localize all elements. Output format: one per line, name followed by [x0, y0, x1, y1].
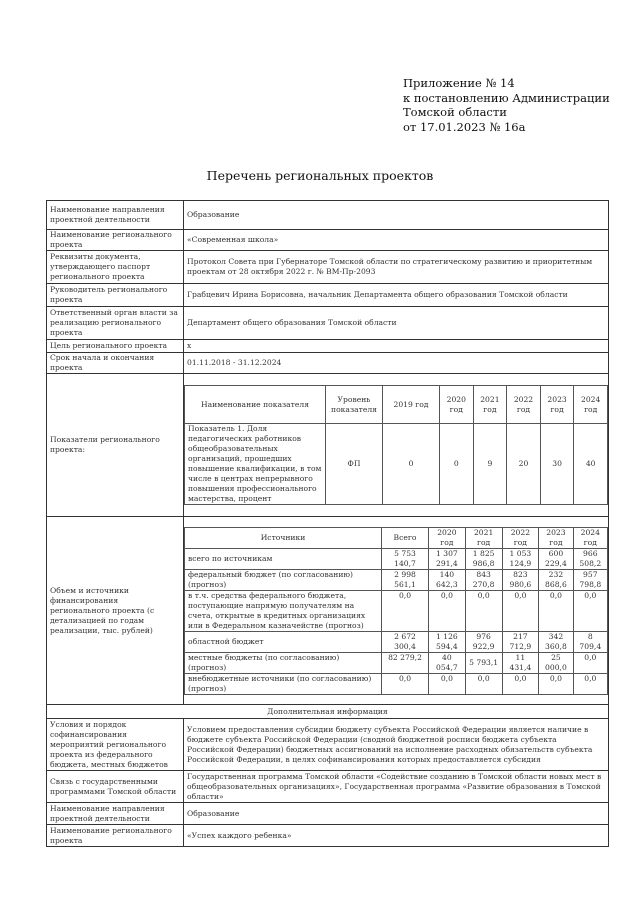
row-label: Руководитель регионального проекта — [47, 284, 184, 307]
amount: 1 053 124,9 — [502, 548, 539, 569]
amount: 11 431,4 — [502, 652, 539, 673]
amount: 0,0 — [573, 673, 607, 694]
indicator-level: ФП — [326, 424, 383, 505]
additional-header-row — [47, 705, 609, 719]
projects-table — [46, 200, 609, 847]
financing-data-row — [185, 631, 608, 652]
row-value: 01.11.2018 - 31.12.2024 — [184, 353, 609, 374]
indicator-value: 40 — [574, 424, 608, 505]
header-cell: 2020 год — [429, 527, 466, 548]
amount: 2 998 561,1 — [382, 569, 429, 590]
amount: 342 360,8 — [539, 631, 573, 652]
header-cell: 2023 год — [539, 527, 573, 548]
amount: 0,0 — [539, 673, 573, 694]
source-name: федеральный бюджет (по согласованию) (прогноз) — [185, 569, 382, 590]
amount: 232 868,6 — [539, 569, 573, 590]
indicator-name: Показатель 1. Доля педагогических работников общеобразовательных организаций, прошедших повышение квалификации, в том числе в центрах непрерывного повышения профессионального мастерства, процент — [185, 424, 326, 505]
table-row — [47, 340, 609, 353]
indicator-value: 9 — [473, 424, 507, 505]
financing-row — [47, 517, 609, 705]
amount: 40 054,7 — [429, 652, 466, 673]
amount: 1 825 986,8 — [465, 548, 502, 569]
amount: 0,0 — [502, 590, 539, 631]
additional-header: Дополнительная информация — [47, 705, 609, 719]
table-row — [47, 230, 609, 251]
header-cell: Всего — [382, 527, 429, 548]
financing-cell — [184, 517, 609, 705]
amount: 5 753 140,7 — [382, 548, 429, 569]
amount: 0,0 — [429, 590, 466, 631]
source-name: областной бюджет — [185, 631, 382, 652]
indicators-label: Показатели регионального проекта: — [47, 374, 184, 517]
table-row — [47, 825, 609, 847]
row-value: Государственная программа Томской области «Содействие созданию в Томской области новых мест в общеобразовательных организациях», Государственная программа «Развитие образования в Томской области» — [184, 771, 609, 803]
financing-header-row — [185, 527, 608, 548]
indicator-value: 30 — [540, 424, 574, 505]
indicator-value: 0 — [383, 424, 440, 505]
amount: 0,0 — [573, 652, 607, 673]
amount: 25 000,0 — [539, 652, 573, 673]
indicator-value: 20 — [507, 424, 541, 505]
amount: 0,0 — [573, 590, 607, 631]
amount: 600 229,4 — [539, 548, 573, 569]
amount: 0,0 — [465, 673, 502, 694]
header-cell: Уровень показателя — [326, 386, 383, 424]
header-cell: 2024 год — [574, 386, 608, 424]
table-row — [47, 284, 609, 307]
row-value: Образование — [184, 803, 609, 825]
row-value: Грабцевич Ирина Борисовна, начальник Департамента общего образования Томской области — [184, 284, 609, 307]
financing-data-row — [185, 548, 608, 569]
row-value: «Современная школа» — [184, 230, 609, 251]
row-label: Цель регионального проекта — [47, 340, 184, 353]
source-name: местные бюджеты (по согласованию) (прогноз) — [185, 652, 382, 673]
financing-table — [184, 527, 608, 695]
header-cell: 2021 год — [465, 527, 502, 548]
financing-data-row — [185, 569, 608, 590]
amount: 0,0 — [382, 673, 429, 694]
row-label: Условия и порядок софинансирования мероприятий регионального проекта из федерального бюджета, местных бюджетов — [47, 719, 184, 771]
source-name: в т.ч. средства федерального бюджета, поступающие напрямую получателям на счета, открытые в кредитных организациях или в Федеральном казначействе (прогноз) — [185, 590, 382, 631]
row-value: х — [184, 340, 609, 353]
financing-data-row — [185, 673, 608, 694]
table-row — [47, 251, 609, 284]
amount: 0,0 — [465, 590, 502, 631]
row-label: Наименование направления проектной деятельности — [47, 803, 184, 825]
amount: 0,0 — [502, 673, 539, 694]
amount: 8 709,4 — [573, 631, 607, 652]
header-cell: 2024 год — [573, 527, 607, 548]
appendix-line: от 17.01.2023 № 16а — [403, 119, 526, 134]
appendix-line: Томской области — [403, 105, 507, 119]
header-cell: Источники — [185, 527, 382, 548]
indicators-table — [184, 385, 608, 505]
table-row — [47, 201, 609, 230]
indicators-header-row — [185, 386, 608, 424]
header-cell: 2021 год — [473, 386, 507, 424]
header-cell: 2022 год — [507, 386, 541, 424]
row-label: Наименование регионального проекта — [47, 825, 184, 847]
source-name: внебюджетные источники (по согласованию) (прогноз) — [185, 673, 382, 694]
table-row — [47, 803, 609, 825]
source-name: всего по источникам — [185, 548, 382, 569]
amount: 0,0 — [539, 590, 573, 631]
amount: 1 307 291,4 — [429, 548, 466, 569]
header-cell: 2020 год — [440, 386, 474, 424]
amount: 976 922,9 — [465, 631, 502, 652]
amount: 0,0 — [429, 673, 466, 694]
row-label: Срок начала и окончания проекта — [47, 353, 184, 374]
header-cell: 2023 год — [540, 386, 574, 424]
row-value: «Успех каждого ребенка» — [184, 825, 609, 847]
page-title: Перечень региональных проектов — [206, 168, 434, 183]
table-row — [47, 353, 609, 374]
indicators-row — [47, 374, 609, 517]
appendix-line: к постановлению Администрации — [403, 90, 610, 105]
amount: 1 126 594,4 — [429, 631, 466, 652]
row-value: Департамент общего образования Томской области — [184, 307, 609, 340]
amount: 2 672 300,4 — [382, 631, 429, 652]
header-cell: 2019 год — [383, 386, 440, 424]
amount: 957 798,8 — [573, 569, 607, 590]
header-cell: Наименование показателя — [185, 386, 326, 424]
table-row — [47, 307, 609, 340]
financing-label: Объем и источники финансирования регионального проекта (с детализацией по годам реализации, тыс. рублей) — [47, 517, 184, 705]
row-label: Связь с государственными программами Томской области — [47, 771, 184, 803]
financing-data-row — [185, 652, 608, 673]
amount: 5 793,1 — [465, 652, 502, 673]
row-value: Образование — [184, 201, 609, 230]
indicator-row — [185, 424, 608, 505]
table-row — [47, 771, 609, 803]
indicators-cell — [184, 374, 609, 517]
row-label: Ответственный орган власти за реализацию регионального проекта — [47, 307, 184, 340]
appendix-line: Приложение № 14 — [403, 76, 515, 90]
header-cell: 2022 год — [502, 527, 539, 548]
row-label: Наименование регионального проекта — [47, 230, 184, 251]
amount: 0,0 — [382, 590, 429, 631]
amount: 82 279,2 — [382, 652, 429, 673]
amount: 843 270,8 — [465, 569, 502, 590]
row-label: Реквизиты документа, утверждающего паспорт регионального проекта — [47, 251, 184, 284]
amount: 140 642,3 — [429, 569, 466, 590]
amount: 823 980,6 — [502, 569, 539, 590]
row-value: Протокол Совета при Губернаторе Томской области по стратегическому развитию и приоритетным проектам от 28 октября 2022 г. № ВМ-Пр-2093 — [184, 251, 609, 284]
amount: 966 508,2 — [573, 548, 607, 569]
row-label: Наименование направления проектной деятельности — [47, 201, 184, 230]
amount: 217 712,9 — [502, 631, 539, 652]
appendix-header — [403, 76, 610, 134]
financing-data-row — [185, 590, 608, 631]
row-value: Условием предоставления субсидии бюджету субъекта Российской Федерации является наличие в бюджете субъекта Российской Федерации (сводной бюджетной росписи бюджета субъекта Российской Федерации) бюджетных ассигнований на исполнение расходных обязательств субъекта Российской Федерации, в целях софинансирования которых предоставляется субсидия — [184, 719, 609, 771]
table-row — [47, 719, 609, 771]
indicator-value: 0 — [440, 424, 474, 505]
